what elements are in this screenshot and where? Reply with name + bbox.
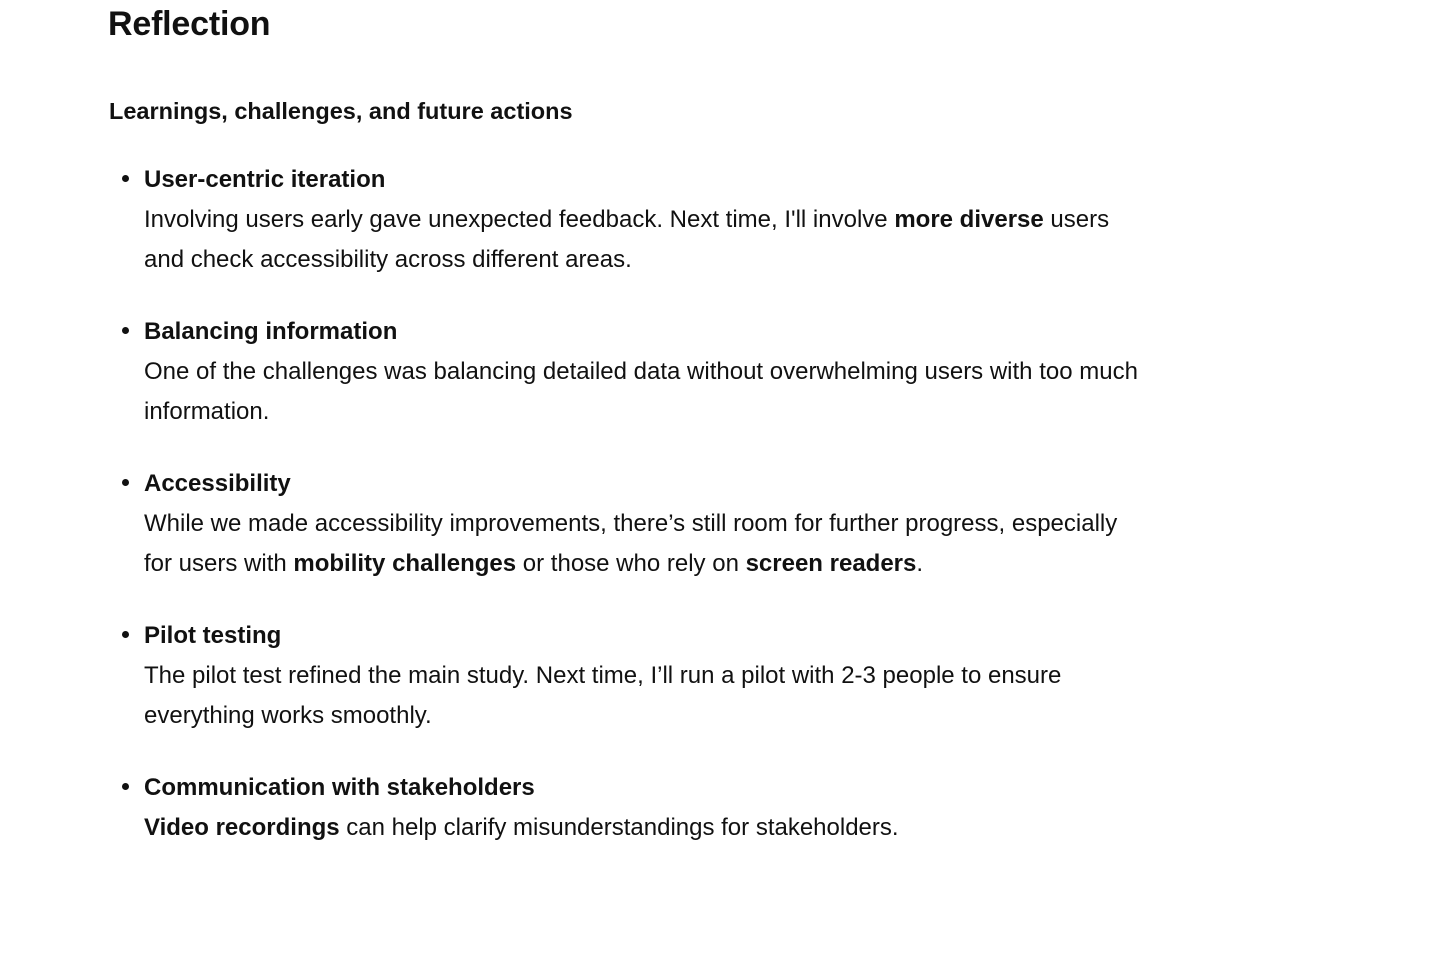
body-emphasis: mobility challenges [293,550,517,577]
item-title: Communication with stakeholders [144,774,535,801]
item-body [144,504,1148,584]
bullet-icon [122,479,129,486]
item-title: Balancing information [144,318,398,345]
body-text: The pilot test refined the main study. Next time, I’ll run a pilot with 2-3 people to ensure everything works smoothly. [144,662,1062,729]
list-item [108,616,1148,736]
body-text: One of the challenges was balancing detailed data without overwhelming users with too much information. [144,358,1138,425]
item-body [144,808,1148,848]
body-emphasis: screen readers [745,550,917,577]
item-body [144,200,1148,280]
body-text: users and check accessibility across different areas. [144,206,1110,273]
list-item [108,464,1148,584]
list-item [108,768,1148,848]
item-title: User-centric iteration [144,166,386,193]
section-title: Learnings, challenges, and future actions [109,98,573,124]
body-text: Involving users early gave unexpected feedback. Next time, I'll involve [144,206,895,233]
body-emphasis: Video recordings [144,814,340,841]
learnings-list [108,160,1148,848]
bullet-icon [122,783,129,790]
reflection-page [108,0,1148,880]
item-title: Accessibility [144,470,291,497]
bullet-icon [122,175,129,182]
bullet-icon [122,327,129,334]
item-body [144,352,1148,432]
item-title: Pilot testing [144,622,282,649]
list-item [108,160,1148,280]
item-body [144,656,1148,736]
body-text: . [916,550,924,577]
bullet-icon [122,631,129,638]
page-title: Reflection [108,5,271,43]
body-text: can help clarify misunderstandings for stakeholders. [339,814,899,841]
body-text: While we made accessibility improvements, there’s still room for further progress, especially for users with [144,510,1118,577]
list-item [108,312,1148,432]
body-text: or those who rely on [516,550,746,577]
body-emphasis: more diverse [894,206,1044,233]
